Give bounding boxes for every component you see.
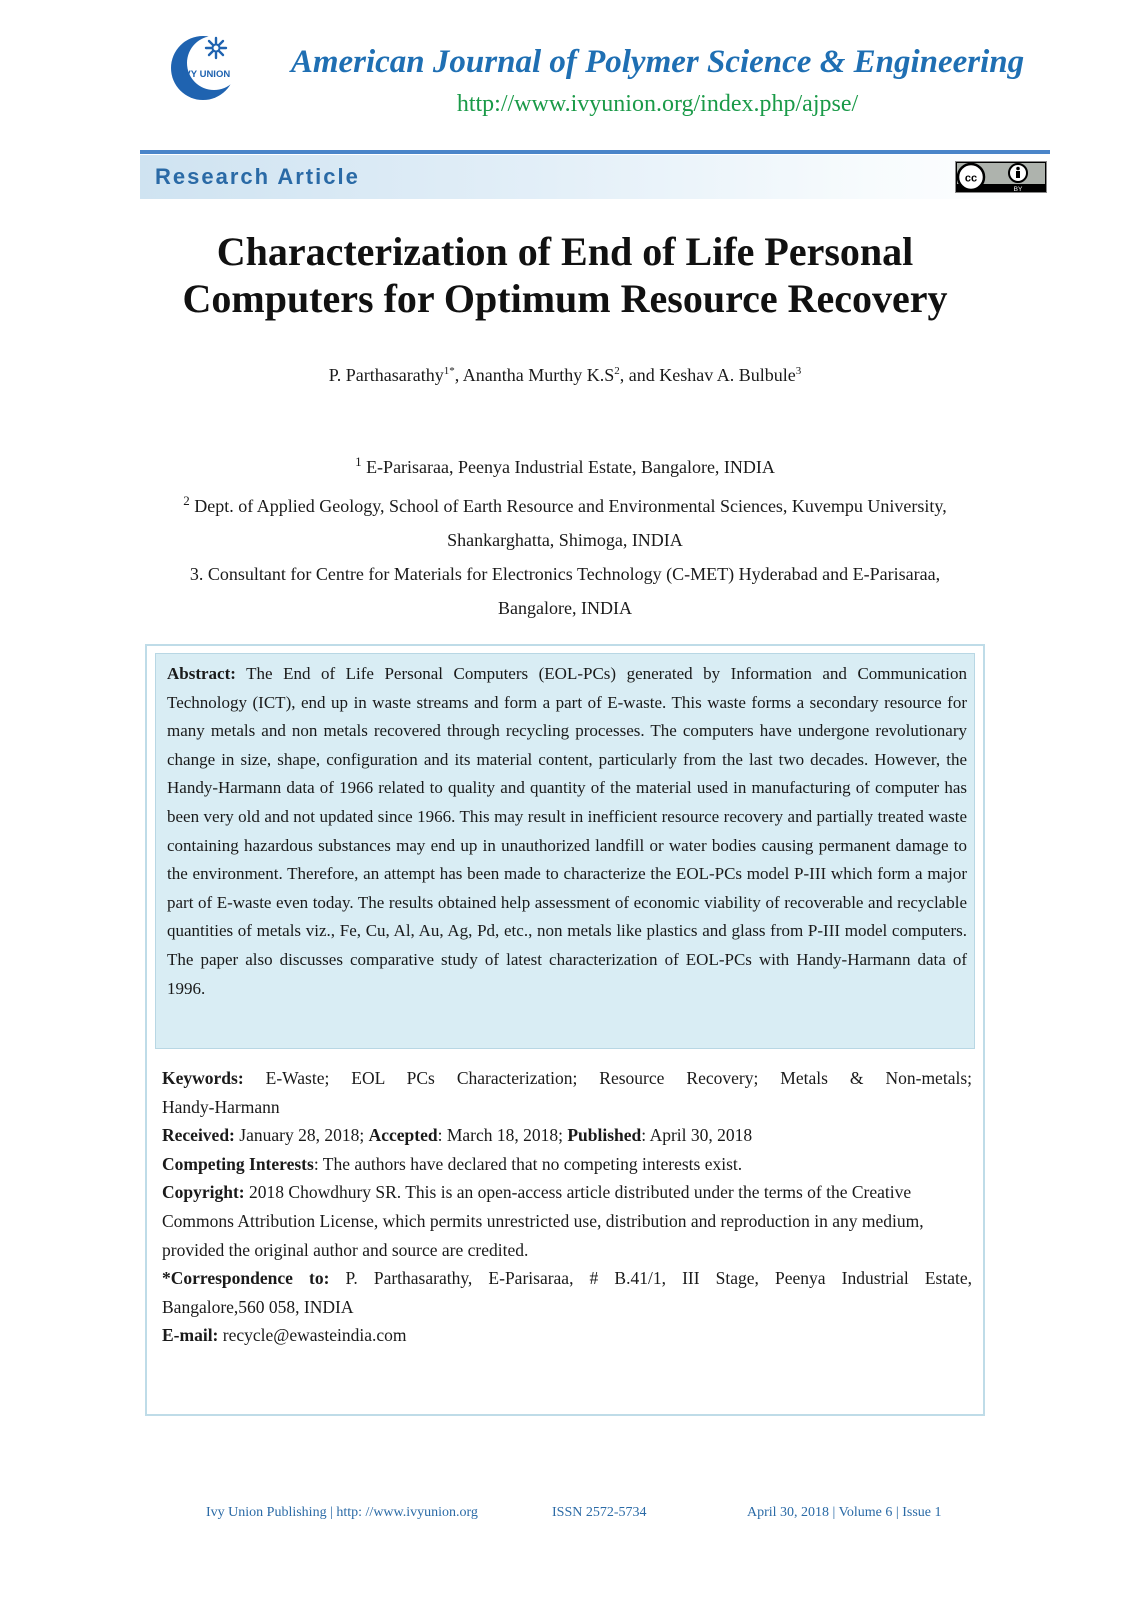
correspondence: *Correspondence to: P. Parthasarathy, E-Parisaraa, # B.41/1, III Stage, Peenya Industrial Estate, (162, 1268, 972, 1289)
article-title-line-1: Characterization of End of Life Personal (216, 229, 914, 274)
article-metadata (162, 1064, 972, 1350)
copyright-notice: Copyright: 2018 Chowdhury SR. This is an open-access article distributed under the terms of the Creative Commons Attribution License, which permits unrestricted use, distribution and reproduction in any medium, provided the original author and source are credited. (162, 1182, 924, 1260)
svg-text:BY: BY (1013, 186, 1023, 193)
abstract-body: The End of Life Personal Computers (EOL-PCs) generated by Information and Communication Technology (ICT), end up in waste streams and form a part of E-waste. This waste forms a secondary resource for many metals and non metals recovered through recycling processes. The computers have undergone revolutionary change in size, shape, configuration and its material content, particularly from the last two decades. However, the Handy-Harmann data of 1966 related to quality and quantity of the material used in manufacturing of computer has been very old and not updated since 1966. This may result in inefficient resource recovery and partially treated waste containing hazardous substances may end up in unauthorized landfill or water bodies causing permanent damage to the environment. Therefore, an attempt has been made to characterize the EOL-PCs model P-III which form a major part of E-waste even today. The results obtained help assessment of economic viability of recoverable and recyclable quantities of metals viz., Fe, Cu, Al, Au, Ag, Pd, etc., non metals like plastics and glass from P-III model computers. The paper also discusses comparative study of latest characterization of EOL-PCs with Handy-Harmann data of 1996. (167, 664, 967, 998)
author-affiliation-mark: 1* (443, 365, 455, 377)
svg-text:IVY UNION: IVY UNION (181, 69, 231, 80)
article-dates: Received: January 28, 2018; Accepted: March 18, 2018; Published: April 30, 2018 (162, 1125, 753, 1146)
article-title-line-2: Computers for Optimum Resource Recovery (182, 276, 948, 321)
header-rule (140, 150, 1050, 154)
affiliation-1: $^1$ E-Parisaraa, Peenya Industrial Estate, Bangalore, INDIA (355, 454, 775, 477)
email-link[interactable]: recycle@ewasteindia.com (218, 1325, 407, 1346)
journal-title: American Journal of Polymer Science & Engineering (290, 44, 1025, 80)
footer-publisher: Ivy Union Publishing | http: //www.ivyunion.org (206, 1505, 478, 1520)
journal-url-link[interactable]: http://www.ivyunion.org/index.php/ajpse/ (456, 91, 859, 117)
author-affiliation-mark: 2 (614, 365, 620, 377)
affiliation-3-cont: Bangalore, INDIA (498, 598, 632, 618)
affiliation-list (100, 445, 1030, 625)
keywords: Keywords: E-Waste; EOL PCs Characterization; Resource Recovery; Metals & Non-metals; (162, 1068, 972, 1088)
competing-interests: Competing Interests: The authors have declared that no competing interests exist. (162, 1153, 743, 1174)
author-name: P. Parthasarathy (328, 365, 444, 385)
article-title (100, 228, 1030, 322)
author-list: P. Parthasarathy$^{1*}$, Anantha Murthy $K.S^2$, and Keshav A. Bulbule$^3$ (328, 365, 802, 385)
abstract-label: Abstract: (167, 664, 236, 683)
keywords-cont: Handy-Harmann (162, 1096, 280, 1117)
footer-issn: ISSN 2572-5734 (552, 1505, 647, 1520)
ivy-union-logo (167, 32, 245, 102)
author-affiliation-mark: 3 (795, 365, 802, 377)
footer-issue: April 30, 2018 | Volume 6 | Issue 1 (747, 1505, 942, 1520)
affiliation-2-cont: Shankarghatta, Shimoga, INDIA (447, 530, 683, 550)
correspondence-cont: Bangalore,560 058, INDIA (162, 1296, 354, 1317)
affiliation-3: 3. Consultant for Centre for Materials for Electronics Technology (C-MET) Hyderabad and E-Parisaraa, (189, 564, 941, 584)
abstract-paragraph (167, 660, 967, 1003)
article-type-bar (140, 155, 1050, 199)
svg-text:cc: cc (964, 172, 978, 185)
article-type-label: Research Article (155, 164, 360, 189)
author-name: Keshav A. Bulbule (659, 365, 796, 385)
cc-by-license-icon[interactable] (955, 161, 1047, 193)
author-name: Anantha Murthy K.S (462, 365, 615, 385)
email: E-mail: recycle@ewasteindia.com (162, 1325, 407, 1346)
affiliation-2: $^2$ Dept. of Applied Geology, School of Earth Resource and Environmental Sciences, Kuvempu University, (183, 493, 947, 516)
